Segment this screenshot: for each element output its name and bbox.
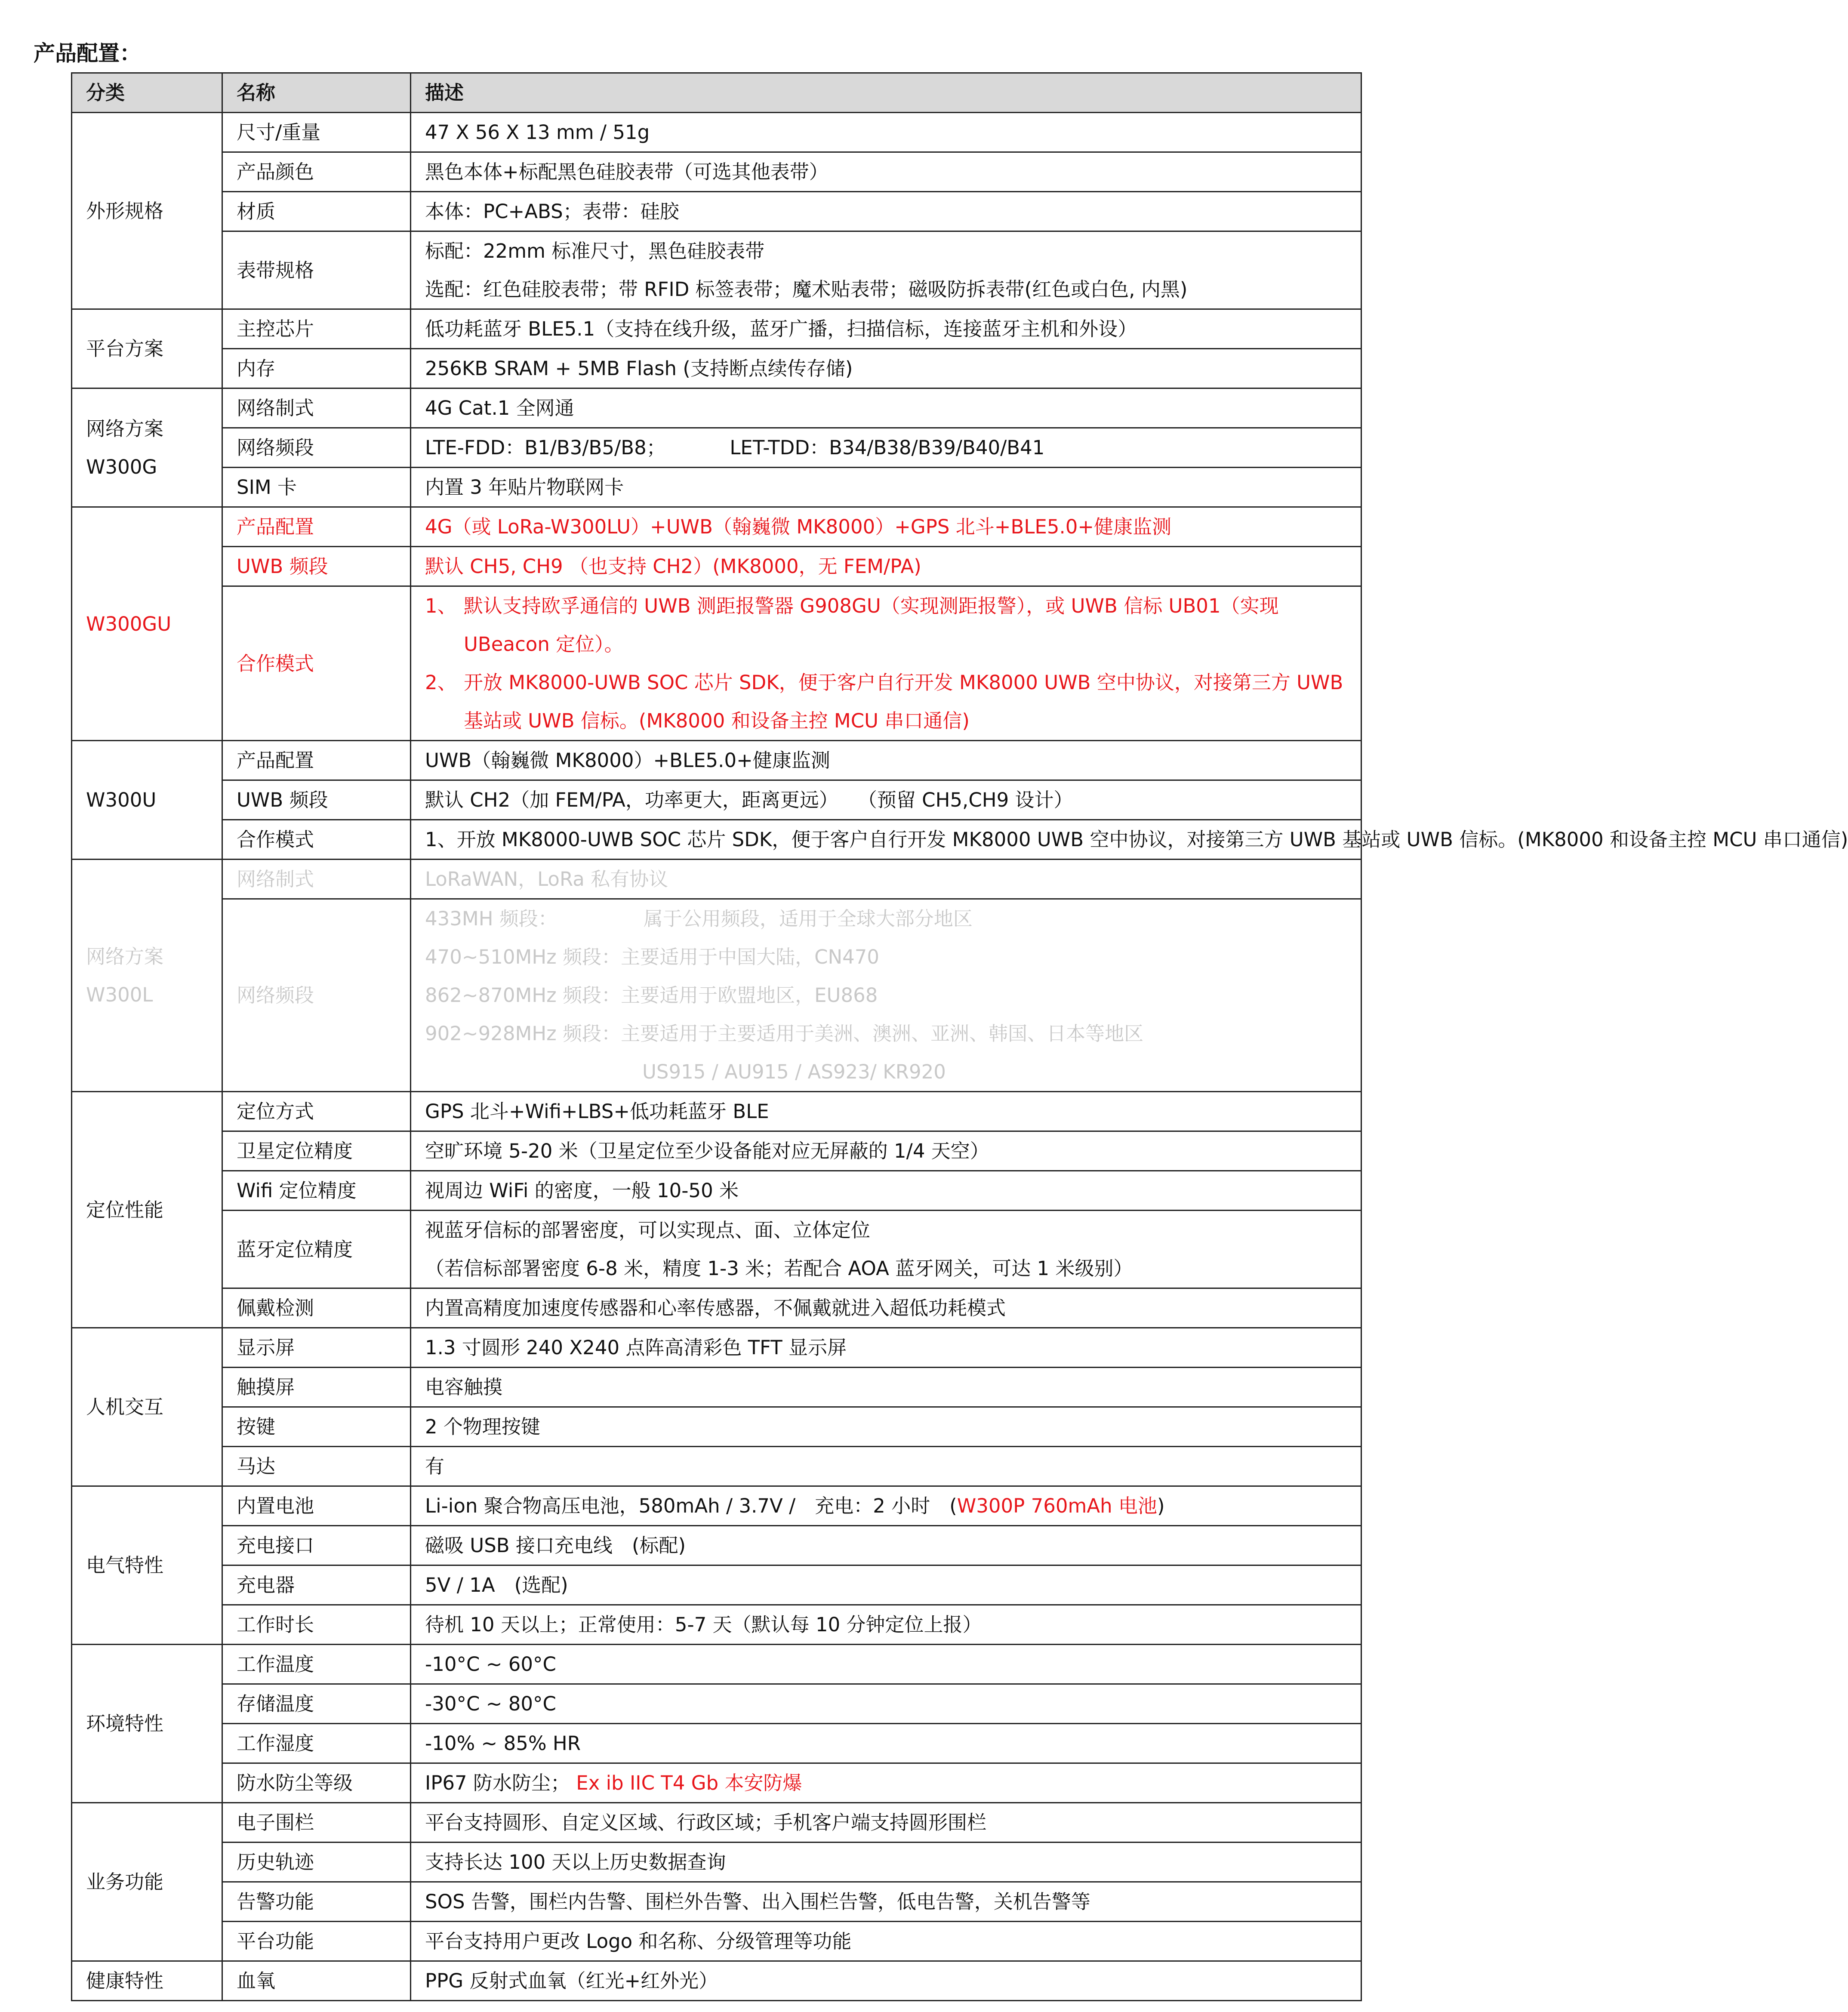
spec-name: 产品配置 bbox=[222, 741, 411, 780]
band-tdd: LET-TDD：B34/B38/B39/B40/B41 bbox=[730, 436, 1045, 459]
band-fdd: LTE-FDD：B1/B3/B5/B8； bbox=[425, 436, 666, 459]
category-cell: 定位性能 bbox=[72, 1092, 222, 1328]
table-row bbox=[72, 1328, 1361, 1368]
table-row bbox=[72, 468, 1361, 507]
category-cell: 外形规格 bbox=[72, 113, 222, 309]
spec-name: 触摸屏 bbox=[222, 1368, 411, 1407]
numbered-item bbox=[425, 587, 1361, 663]
table-row bbox=[72, 349, 1361, 388]
table-row bbox=[72, 388, 1361, 428]
spec-name: 内存 bbox=[222, 349, 411, 388]
spec-name: 内置电池 bbox=[222, 1486, 411, 1526]
spec-name: 工作湿度 bbox=[222, 1724, 411, 1763]
spec-name: 历史轨迹 bbox=[222, 1843, 411, 1882]
spec-desc: 5V / 1A (选配) bbox=[411, 1565, 1361, 1605]
spec-name: 充电接口 bbox=[222, 1526, 411, 1565]
spec-desc: 47 X 56 X 13 mm / 51g bbox=[411, 113, 1361, 152]
band-text: 主要适用于欧盟地区，EU868 bbox=[621, 984, 878, 1007]
desc-line: 选配：红色硅胶表带；带 RFID 标签表带；魔术贴表带；磁吸防拆表带(红色或白色, 内黑) bbox=[425, 278, 1188, 301]
spec-name: UWB 频段 bbox=[222, 547, 411, 586]
spec-name: Wifi 定位精度 bbox=[222, 1171, 411, 1211]
category-line: W300G bbox=[86, 455, 157, 478]
spec-name: 网络频段 bbox=[222, 899, 411, 1092]
category-line: W300L bbox=[86, 983, 153, 1006]
explosion-proof: Ex ib IIC T4 Gb 本安防爆 bbox=[576, 1772, 802, 1794]
band-label: 862~870MHz 频段： bbox=[425, 984, 621, 1007]
table-row bbox=[72, 741, 1361, 780]
spec-desc: 平台支持圆形、自定义区域、行政区域；手机客户端支持圆形围栏 bbox=[411, 1803, 1361, 1843]
spec-name: 定位方式 bbox=[222, 1092, 411, 1131]
ip-rating: IP67 防水防尘； bbox=[425, 1772, 570, 1794]
table-row bbox=[72, 1407, 1361, 1447]
spec-name: 存储温度 bbox=[222, 1684, 411, 1724]
table-row bbox=[72, 1092, 1361, 1131]
spec-desc: 平台支持用户更改 Logo 和名称、分级管理等功能 bbox=[411, 1922, 1361, 1961]
table-row bbox=[72, 1922, 1361, 1961]
spec-name: 产品配置 bbox=[222, 507, 411, 547]
category-cell bbox=[72, 860, 222, 1092]
table-row bbox=[72, 1843, 1361, 1882]
battery-desc: Li-ion 聚合物高压电池，580mAh / 3.7V / 充电：2 小时 ( bbox=[425, 1494, 957, 1517]
band-line bbox=[425, 938, 1361, 976]
spec-desc bbox=[411, 586, 1361, 741]
band-line bbox=[425, 900, 1361, 938]
spec-desc: 2 个物理按键 bbox=[411, 1407, 1361, 1447]
table-row bbox=[72, 860, 1361, 899]
spec-desc bbox=[411, 231, 1361, 309]
spec-desc: -10% ~ 85% HR bbox=[411, 1724, 1361, 1763]
header-name: 名称 bbox=[222, 73, 411, 113]
spec-desc: GPS 北斗+Wifi+LBS+低功耗蓝牙 BLE bbox=[411, 1092, 1361, 1131]
spec-desc: 待机 10 天以上；正常使用：5-7 天（默认每 10 分钟定位上报） bbox=[411, 1605, 1361, 1645]
table-row bbox=[72, 820, 1361, 860]
table-row bbox=[72, 1447, 1361, 1486]
header-category: 分类 bbox=[72, 73, 222, 113]
spec-desc: 默认 CH2（加 FEM/PA，功率更大，距离更远） （预留 CH5,CH9 设计） bbox=[411, 780, 1361, 820]
spec-name: UWB 频段 bbox=[222, 780, 411, 820]
table-row bbox=[72, 1486, 1361, 1526]
spec-desc: 有 bbox=[411, 1447, 1361, 1486]
category-cell: 健康特性 bbox=[72, 1961, 222, 2001]
spec-name: 蓝牙定位精度 bbox=[222, 1211, 411, 1288]
spec-desc: 4G（或 LoRa-W300LU）+UWB（翰巍微 MK8000）+GPS 北斗+BLE5.0+健康监测 bbox=[411, 507, 1361, 547]
table-row bbox=[72, 1684, 1361, 1724]
category-cell: 平台方案 bbox=[72, 309, 222, 388]
spec-desc: PPG 反射式血氧（红光+红外光） bbox=[411, 1961, 1361, 2001]
table-row bbox=[72, 1368, 1361, 1407]
header-desc: 描述 bbox=[411, 73, 1361, 113]
band-tail: US915 / AU915 / AS923/ KR920 bbox=[642, 1060, 946, 1083]
table-row bbox=[72, 899, 1361, 1092]
spec-desc: 磁吸 USB 接口充电线 (标配) bbox=[411, 1526, 1361, 1565]
band-text: 主要适用于中国大陆，CN470 bbox=[621, 946, 880, 968]
spec-desc: 默认 CH5, CH9 （也支持 CH2）(MK8000，无 FEM/PA) bbox=[411, 547, 1361, 586]
spec-desc: 本体：PC+ABS；表带：硅胶 bbox=[411, 192, 1361, 231]
category-line: 网络方案 bbox=[86, 417, 164, 440]
battery-variant: W300P 760mAh 电池 bbox=[957, 1494, 1157, 1517]
band-text: 属于公用频段，适用于全球大部分地区 bbox=[643, 907, 973, 930]
category-cell: 业务功能 bbox=[72, 1803, 222, 1961]
desc-line: （若信标部署密度 6-8 米，精度 1-3 米；若配合 AOA 蓝牙网关，可达 1 米级别） bbox=[425, 1257, 1133, 1280]
category-line: 网络方案 bbox=[86, 945, 164, 968]
table-row bbox=[72, 547, 1361, 586]
band-line bbox=[425, 976, 1361, 1014]
table-row bbox=[72, 1131, 1361, 1171]
table-row bbox=[72, 1724, 1361, 1763]
category-cell bbox=[72, 388, 222, 507]
table-row bbox=[72, 1763, 1361, 1803]
spec-name: 产品颜色 bbox=[222, 152, 411, 192]
band-label: 470~510MHz 频段： bbox=[425, 946, 621, 968]
category-cell: 人机交互 bbox=[72, 1328, 222, 1486]
spec-name: 充电器 bbox=[222, 1565, 411, 1605]
spec-desc: 低功耗蓝牙 BLE5.1（支持在线升级，蓝牙广播，扫描信标，连接蓝牙主机和外设） bbox=[411, 309, 1361, 349]
spec-name: 合作模式 bbox=[222, 586, 411, 741]
table-row bbox=[72, 780, 1361, 820]
category-cell: 电气特性 bbox=[72, 1486, 222, 1645]
spec-desc: 内置 3 年贴片物联网卡 bbox=[411, 468, 1361, 507]
spec-desc: 1、开放 MK8000-UWB SOC 芯片 SDK，便于客户自行开发 MK8000 UWB 空中协议，对接第三方 UWB 基站或 UWB 信标。(MK8000 和设备主控 MCU 串口通信) bbox=[411, 820, 1361, 860]
spec-name: 网络制式 bbox=[222, 860, 411, 899]
spec-name: 尺寸/重量 bbox=[222, 113, 411, 152]
item-number: 2、 bbox=[425, 671, 457, 694]
spec-desc: 支持长达 100 天以上历史数据查询 bbox=[411, 1843, 1361, 1882]
table-row bbox=[72, 1882, 1361, 1922]
table-row bbox=[72, 113, 1361, 152]
item-text: 默认支持欧孚通信的 UWB 测距报警器 G908GU（实现测距报警），或 UWB 信标 UB01（实现 UBeacon 定位）。 bbox=[464, 595, 1279, 656]
spec-desc: 电容触摸 bbox=[411, 1368, 1361, 1407]
spec-name: 告警功能 bbox=[222, 1882, 411, 1922]
band-text: 主要适用于主要适用于美洲、澳洲、亚洲、韩国、日本等地区 bbox=[621, 1022, 1144, 1045]
spec-desc bbox=[411, 1763, 1361, 1803]
spec-name: 主控芯片 bbox=[222, 309, 411, 349]
table-row bbox=[72, 586, 1361, 741]
table-row bbox=[72, 507, 1361, 547]
spec-name: 佩戴检测 bbox=[222, 1288, 411, 1328]
spec-desc: SOS 告警，围栏内告警、围栏外告警、出入围栏告警，低电告警，关机告警等 bbox=[411, 1882, 1361, 1922]
numbered-item bbox=[425, 663, 1361, 740]
category-cell: 环境特性 bbox=[72, 1645, 222, 1803]
table-row bbox=[72, 1526, 1361, 1565]
spec-name: 卫星定位精度 bbox=[222, 1131, 411, 1171]
spec-desc: 内置高精度加速度传感器和心率传感器，不佩戴就进入超低功耗模式 bbox=[411, 1288, 1361, 1328]
table-row bbox=[72, 1961, 1361, 2001]
spec-desc: 256KB SRAM + 5MB Flash (支持断点续传存储) bbox=[411, 349, 1361, 388]
table-row bbox=[72, 1565, 1361, 1605]
desc-line: 视蓝牙信标的部署密度，可以实现点、面、立体定位 bbox=[425, 1219, 871, 1242]
table-row bbox=[72, 1645, 1361, 1684]
spec-desc: -30°C ~ 80°C bbox=[411, 1684, 1361, 1724]
band-line bbox=[425, 1014, 1361, 1053]
item-text: 开放 MK8000-UWB SOC 芯片 SDK，便于客户自行开发 MK8000 UWB 空中协议，对接第三方 UWB 基站或 UWB 信标。(MK8000 和设备主控 MCU 串口通信) bbox=[464, 671, 1343, 732]
spec-name: 网络制式 bbox=[222, 388, 411, 428]
spec-name: SIM 卡 bbox=[222, 468, 411, 507]
spec-name: 工作温度 bbox=[222, 1645, 411, 1684]
spec-desc: 视周边 WiFi 的密度，一般 10-50 米 bbox=[411, 1171, 1361, 1211]
spec-desc: 黑色本体+标配黑色硅胶表带（可选其他表带） bbox=[411, 152, 1361, 192]
spec-desc: 空旷环境 5-20 米（卫星定位至少设备能对应无屏蔽的 1/4 天空） bbox=[411, 1131, 1361, 1171]
category-cell: W300GU bbox=[72, 507, 222, 741]
spec-name: 马达 bbox=[222, 1447, 411, 1486]
spec-desc: 1.3 寸圆形 240 X240 点阵高清彩色 TFT 显示屏 bbox=[411, 1328, 1361, 1368]
table-row bbox=[72, 1211, 1361, 1288]
spec-name: 按键 bbox=[222, 1407, 411, 1447]
table-row bbox=[72, 1803, 1361, 1843]
spec-desc bbox=[411, 428, 1361, 468]
table-row bbox=[72, 309, 1361, 349]
spec-desc bbox=[411, 1211, 1361, 1288]
spec-name: 平台功能 bbox=[222, 1922, 411, 1961]
table-row bbox=[72, 231, 1361, 309]
spec-name: 显示屏 bbox=[222, 1328, 411, 1368]
spec-desc: 4G Cat.1 全网通 bbox=[411, 388, 1361, 428]
spec-desc: LoRaWAN，LoRa 私有协议 bbox=[411, 860, 1361, 899]
spec-name: 材质 bbox=[222, 192, 411, 231]
spec-desc bbox=[411, 1486, 1361, 1526]
spec-name: 电子围栏 bbox=[222, 1803, 411, 1843]
table-row bbox=[72, 152, 1361, 192]
battery-desc-end: ) bbox=[1157, 1494, 1165, 1517]
band-label: 433MH 频段： bbox=[425, 907, 557, 930]
category-cell: W300U bbox=[72, 741, 222, 860]
spec-name: 防水防尘等级 bbox=[222, 1763, 411, 1803]
table-row bbox=[72, 1288, 1361, 1328]
table-row bbox=[72, 192, 1361, 231]
spec-name: 表带规格 bbox=[222, 231, 411, 309]
spec-name: 血氧 bbox=[222, 1961, 411, 2001]
product-config-table bbox=[71, 72, 1848, 2001]
table-row bbox=[72, 1171, 1361, 1211]
band-label: 902~928MHz 频段： bbox=[425, 1022, 621, 1045]
item-number: 1、 bbox=[425, 595, 457, 617]
page-title: 产品配置： bbox=[34, 41, 141, 66]
desc-line: 标配：22mm 标准尺寸，黑色硅胶表带 bbox=[425, 240, 765, 262]
spec-name: 工作时长 bbox=[222, 1605, 411, 1645]
spec-desc: UWB（翰巍微 MK8000）+BLE5.0+健康监测 bbox=[411, 741, 1361, 780]
spec-name: 合作模式 bbox=[222, 820, 411, 860]
table-row bbox=[72, 1605, 1361, 1645]
table-row bbox=[72, 428, 1361, 468]
spec-desc: -10°C ~ 60°C bbox=[411, 1645, 1361, 1684]
spec-name: 网络频段 bbox=[222, 428, 411, 468]
spec-desc bbox=[411, 899, 1361, 1092]
table-header-row bbox=[72, 73, 1361, 113]
